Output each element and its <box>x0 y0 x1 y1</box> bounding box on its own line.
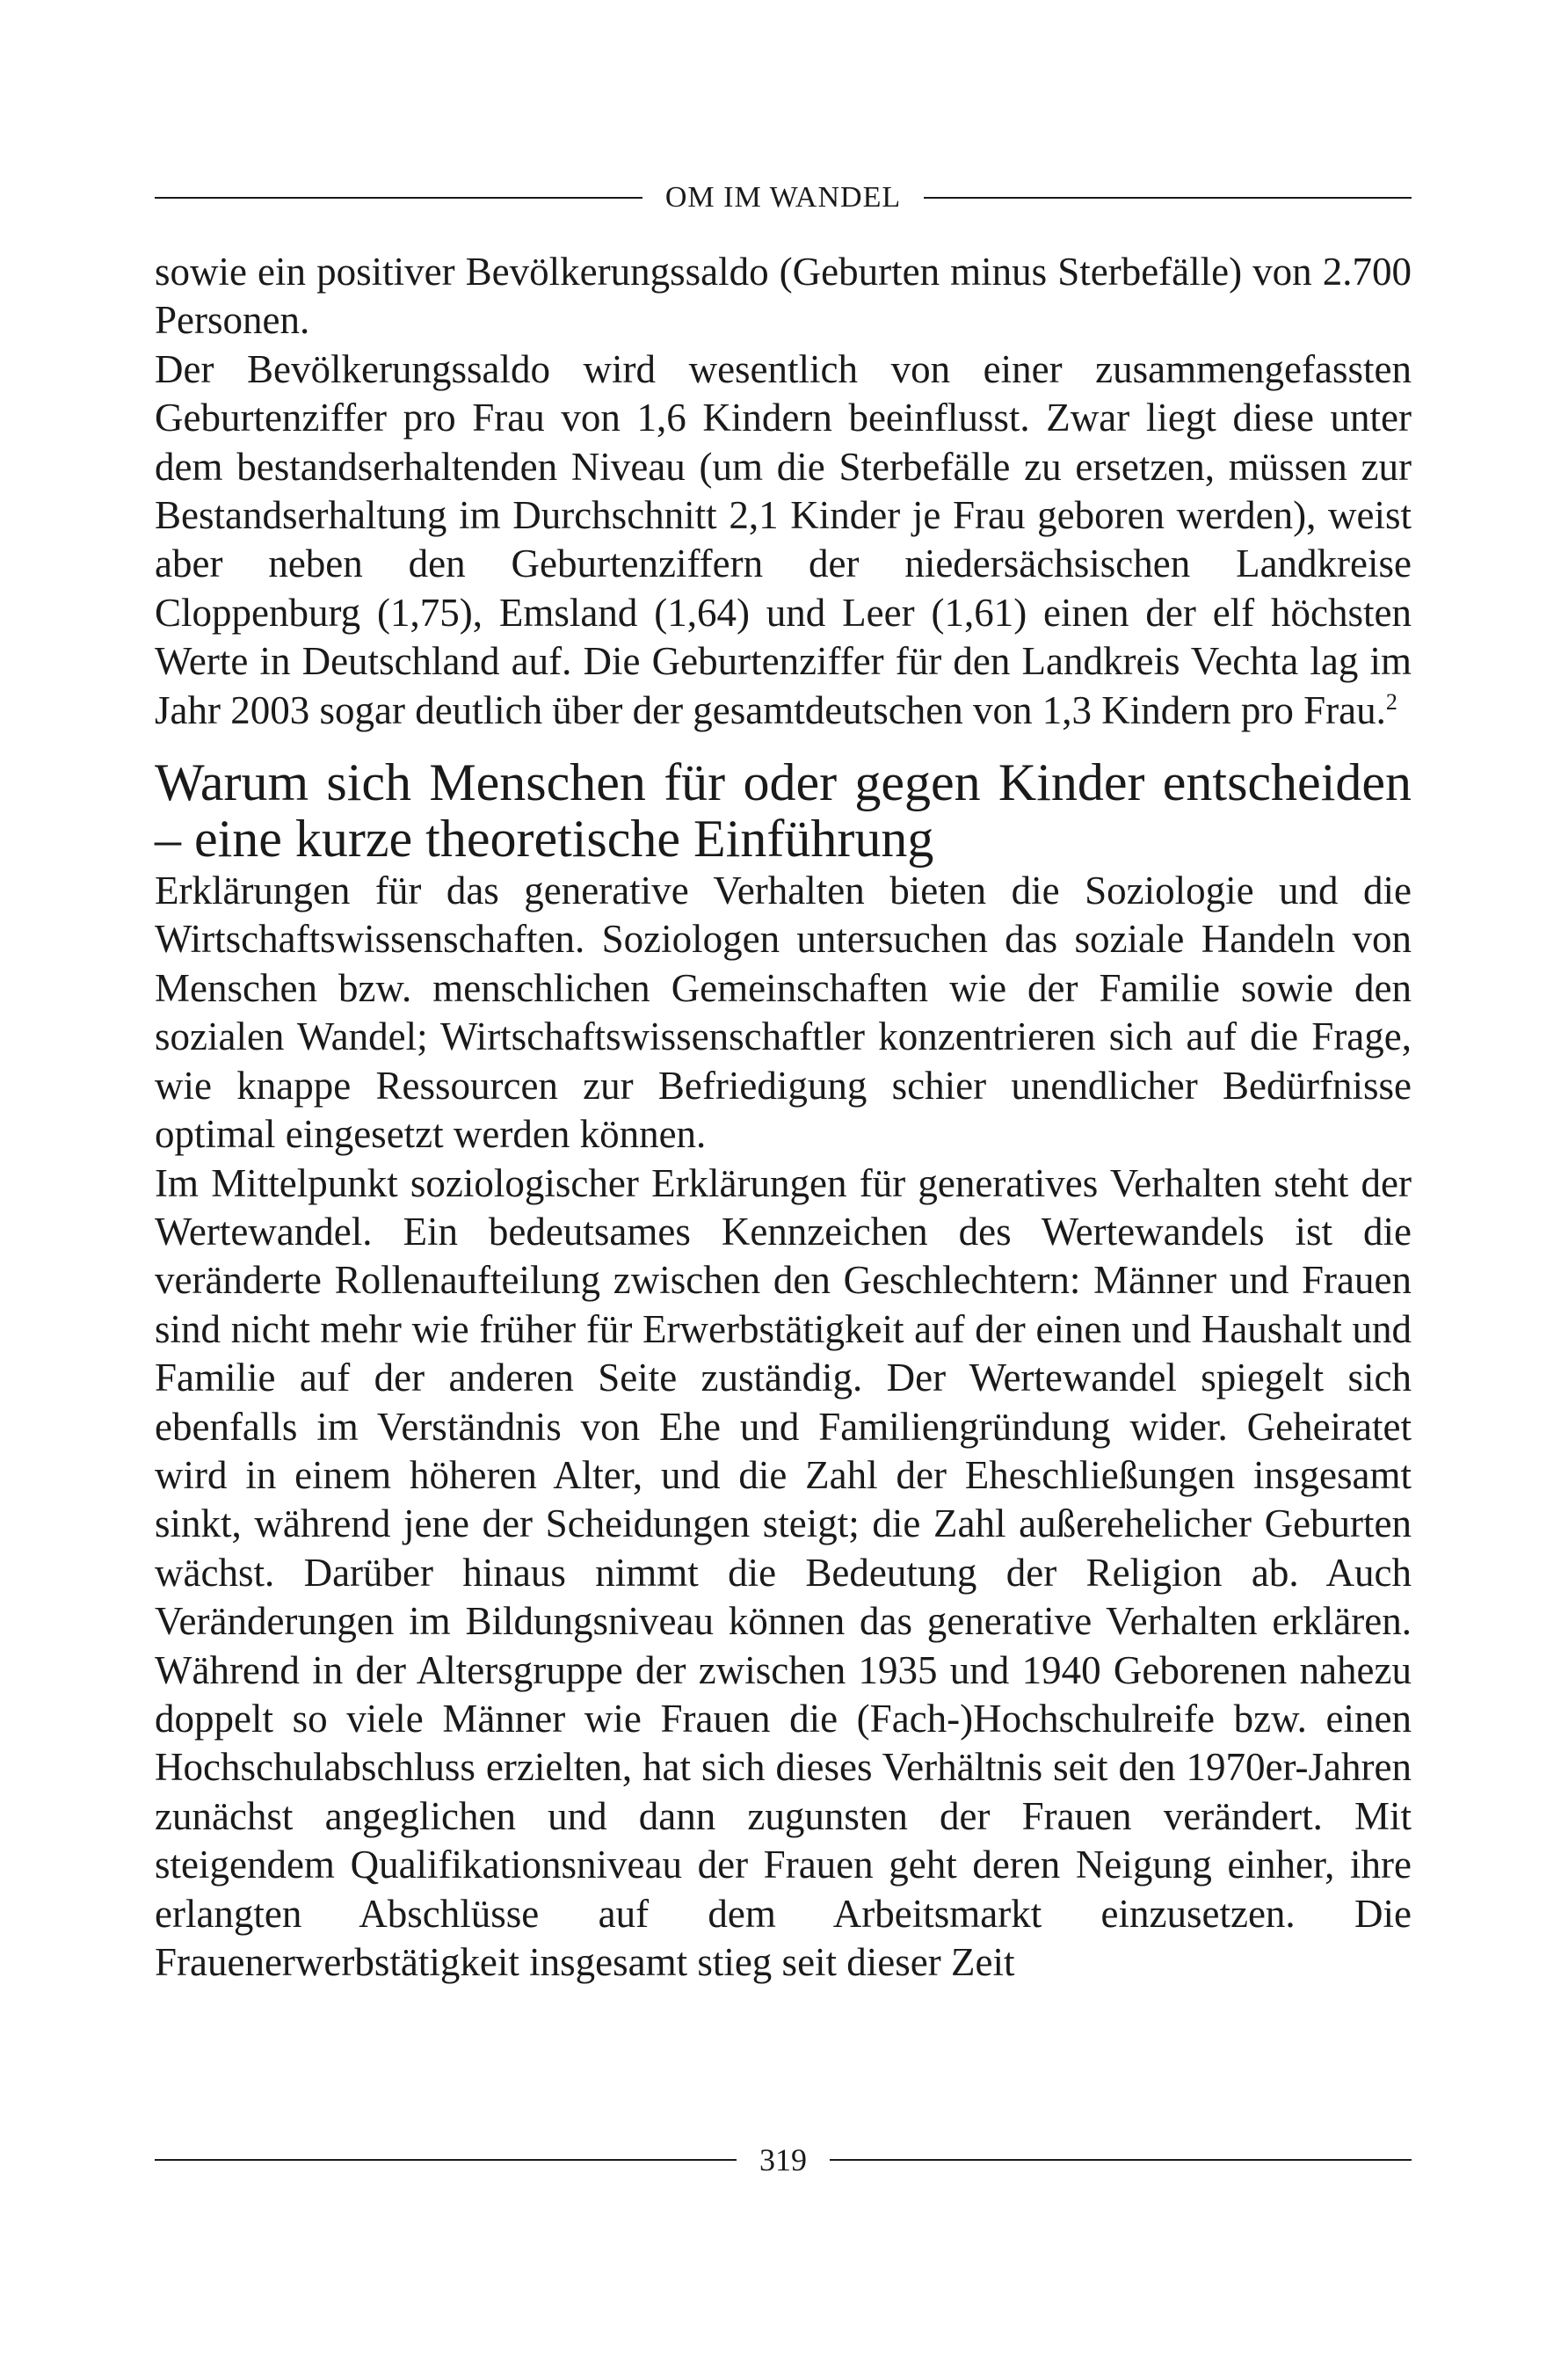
footnote-marker: 2 <box>1385 688 1397 715</box>
paragraph: sowie ein positiver Bevölkerungssaldo (Geburten minus Sterbefälle) von 2.700 Personen. <box>155 250 1412 343</box>
running-head-rule-right <box>924 197 1412 199</box>
page-number: 319 <box>759 2142 807 2177</box>
running-head <box>155 176 1412 220</box>
page-footer <box>155 2138 1412 2182</box>
paragraph-with-footnote <box>155 345 1412 735</box>
body-text <box>155 248 1412 1987</box>
footer-rule-left <box>155 2159 737 2161</box>
paragraph: Erklärungen für das generative Verhalten bieten die Soziologie und die Wirtschaftswissenschaften. Soziologen untersuchen das soziale Handeln von Menschen bzw. menschlichen Gemeinschaften wie der Familie sowie den sozialen Wandel; Wirtschaftswissenschaftler konzentrieren sich auf die Frage, wie knappe Ressourcen zur Befriedigung schier unendlicher Bedürfnisse optimal eingesetzt werden können. <box>155 869 1412 1157</box>
running-head-title: OM IM WANDEL <box>664 181 902 214</box>
paragraph-text: Der Bevölkerungssaldo wird wesentlich von einer zusammengefassten Geburtenziffer pro Frau von 1,6 Kindern beeinflusst. Zwar liegt diese unter dem bestandserhaltenden Niveau (um die Sterbefälle zu ersetzen, müssen zur Bestandserhaltung im Durchschnitt 2,1 Kinder je Frau geboren werden), weist aber neben den Geburtenziffern der niedersächsischen Landkreise Cloppenburg (1,75), Emsland (1,64) und Leer (1,61) einen der elf höchsten Werte in Deutschland auf. Die Geburtenziffer für den Landkreis Vechta lag im Jahr 2003 sogar deutlich über der gesamtdeutschen von 1,3 Kindern pro Frau. <box>155 346 1412 732</box>
section-heading: Warum sich Menschen für oder gegen Kinder entscheiden – eine kurze theoretische Einführung <box>155 753 1412 869</box>
paragraph: Im Mittelpunkt soziologischer Erklärungen für generatives Verhalten steht der Wertewandel. Ein bedeutsames Kennzeichen des Wertewandels ist die veränderte Rollenaufteilung zwischen den Geschlechtern: Männer und Frauen sind nicht mehr wie früher für Erwerbstätigkeit auf der einen und Haushalt und Familie auf der anderen Seite zuständig. Der Wertewandel spiegelt sich ebenfalls im Verständnis von Ehe und Familiengründung wider. Geheiratet wird in einem höheren Alter, und die Zahl der Eheschließungen insgesamt sinkt, während jene der Scheidungen steigt; die Zahl außerehelicher Geburten wächst. Darüber hinaus nimmt die Bedeutung der Religion ab. Auch Veränderungen im Bildungsniveau können das generative Verhalten erklären. Während in der Altersgruppe der zwischen 1935 und 1940 Geborenen nahezu doppelt so viele Männer wie Frauen die (Fach-)Hochschulreife bzw. einen Hochschulabschluss erzielten, hat sich dieses Verhältnis seit den 1970er-Jahren zunächst angeglichen und dann zugunsten der Frauen verändert. Mit steigendem Qualifikationsniveau der Frauen geht deren Neigung einher, ihre erlangten Abschlüsse auf dem Arbeitsmarkt einzusetzen. Die Frauenerwerbstätigkeit insgesamt stieg seit dieser Zeit <box>155 1160 1412 1984</box>
running-head-rule-left <box>155 197 642 199</box>
footer-rule-right <box>830 2159 1412 2161</box>
